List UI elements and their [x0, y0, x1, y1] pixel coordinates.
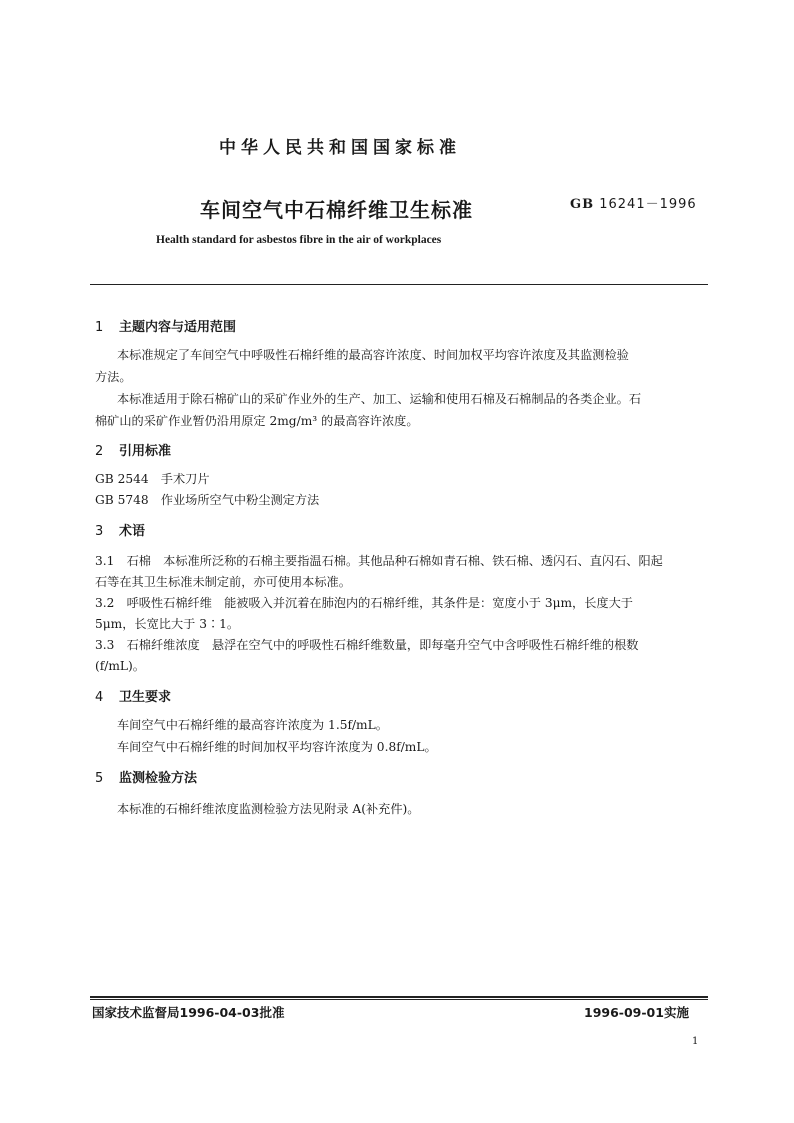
section-2-heading [95, 440, 171, 459]
header-divider [90, 284, 708, 285]
section-number: 3 [95, 524, 104, 539]
section-number: 5 [95, 771, 104, 786]
section-title: 主题内容与适用范围 [119, 320, 237, 335]
standard-code: 16241－1996 [599, 197, 697, 212]
section-number: 2 [95, 444, 104, 459]
term-3-3-line-2: (f/mL)。 [95, 659, 145, 673]
s4-max-concentration: 车间空气中石棉纤维的最高容许浓度为 1.5f/mL。 [117, 718, 388, 732]
section-3-heading [95, 520, 145, 539]
implementation-date: 1996-09-01实施 [584, 1005, 689, 1020]
reference-gb2544: GB 2544 手术刀片 [95, 472, 210, 486]
term-3-2-line-1: 3.2 呼吸性石棉纤维 能被吸入并沉着在肺泡内的石棉纤维，其条件是：宽度小于 3μm，长度大于 [95, 596, 633, 610]
s5-method-reference: 本标准的石棉纤维浓度监测检验方法见附录 A(补充件)。 [117, 802, 420, 816]
term-3-3-line-1: 3.3 石棉纤维浓度 悬浮在空气中的呼吸性石棉纤维数量，即每毫升空气中含呼吸性石棉纤维的根数 [95, 638, 639, 652]
section-4-heading [95, 686, 171, 705]
term-3-1-line-1: 3.1 石棉 本标准所泛称的石棉主要指温石棉。其他品种石棉如青石棉、铁石棉、透闪石、直闪石、阳起 [95, 554, 663, 568]
section-title: 引用标准 [119, 444, 172, 459]
s1-paragraph-2-line-2: 棉矿山的采矿作业暂仍沿用原定 2mg/m³ 的最高容许浓度。 [95, 414, 419, 428]
s1-paragraph-1-line-2: 方法。 [95, 370, 132, 384]
footer-divider-thick [90, 996, 708, 998]
section-number: 1 [95, 320, 104, 335]
s1-paragraph-2-line-1: 本标准适用于除石棉矿山的采矿作业外的生产、加工、运输和使用石棉及石棉制品的各类企业。石 [117, 392, 642, 406]
section-1-heading [95, 316, 236, 335]
section-title: 卫生要求 [119, 690, 172, 705]
reference-gb5748: GB 5748 作业场所空气中粉尘测定方法 [95, 493, 320, 507]
footer-divider-thin [90, 999, 708, 1000]
term-3-2-line-2: 5μm，长宽比大于 3∶1。 [95, 617, 240, 631]
section-title: 监测检验方法 [119, 771, 198, 786]
approval-date: 国家技术监督局1996-04-03批准 [92, 1005, 285, 1020]
standard-prefix: GB [570, 197, 595, 212]
document-title: 车间空气中石棉纤维卫生标准 [200, 198, 473, 222]
s1-paragraph-1-line-1: 本标准规定了车间空气中呼吸性石棉纤维的最高容许浓度、时间加权平均容许浓度及其监测检验 [117, 348, 629, 362]
page-number: 1 [692, 1036, 699, 1047]
english-title: Health standard for asbestos fibre in the air of workplaces [156, 234, 442, 246]
term-3-1-line-2: 石等在其卫生标准未制定前，亦可使用本标准。 [95, 575, 351, 589]
section-number: 4 [95, 690, 104, 705]
s4-twa-concentration: 车间空气中石棉纤维的时间加权平均容许浓度为 0.8f/mL。 [117, 740, 437, 754]
standard-number [570, 193, 697, 212]
national-standard-title: 中华人民共和国国家标准 [219, 138, 461, 158]
section-5-heading [95, 767, 197, 786]
section-title: 术语 [119, 524, 146, 539]
